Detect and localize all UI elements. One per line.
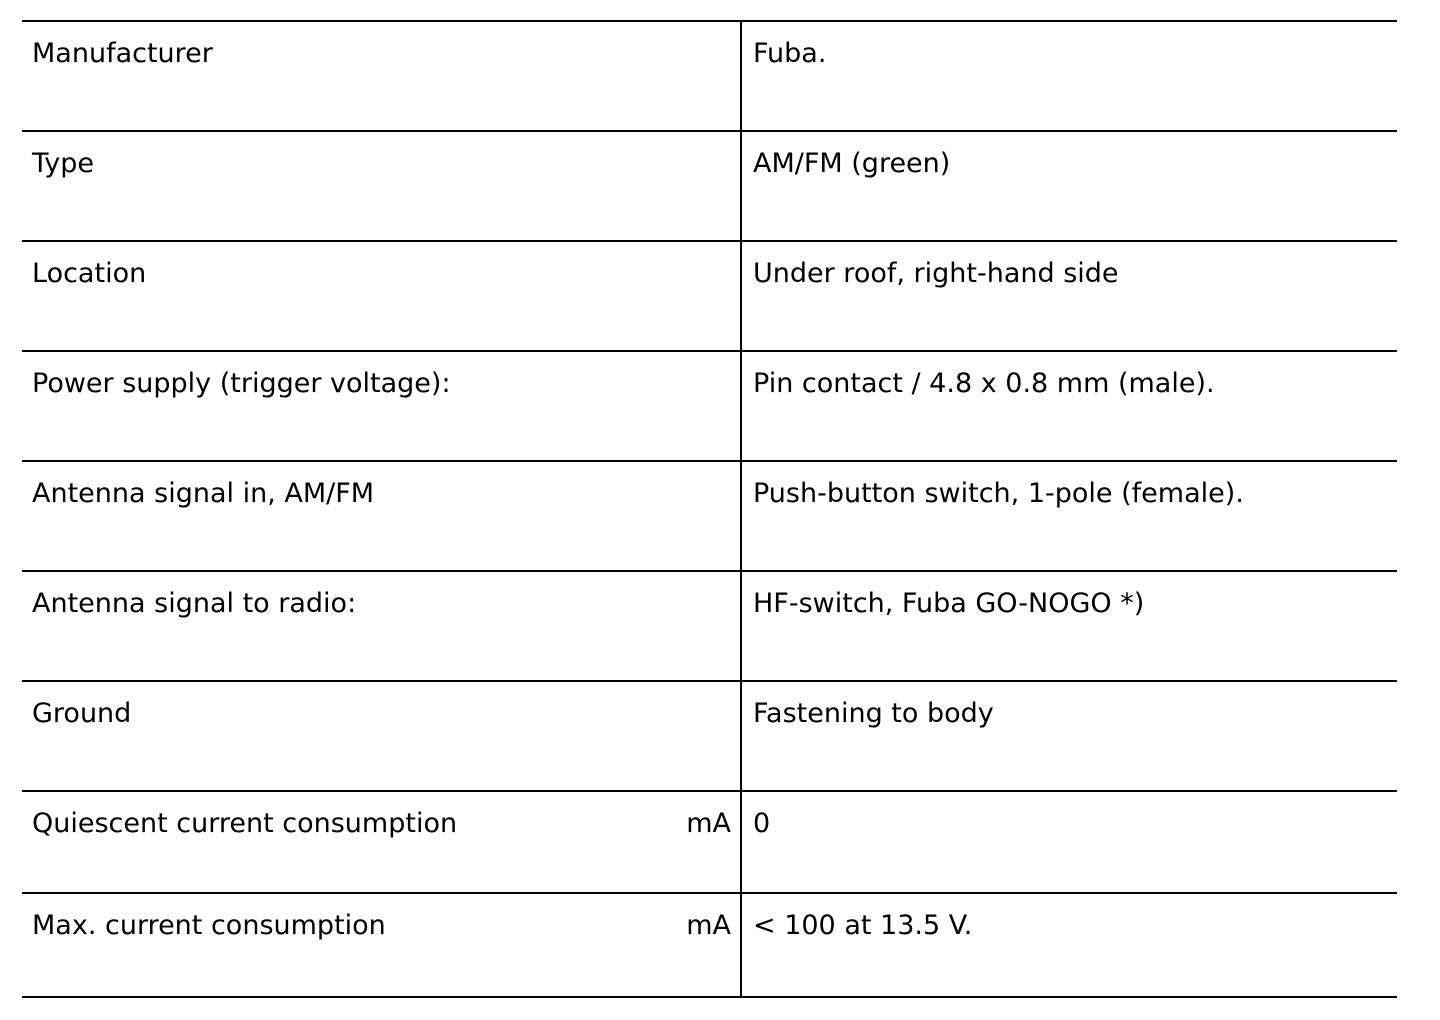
row-value-cell (742, 132, 1397, 240)
table-row-location (22, 242, 1397, 352)
row-unit: mA (686, 910, 731, 941)
row-value: 0 (753, 808, 771, 839)
row-label-cell (22, 792, 742, 892)
row-value-cell (742, 572, 1397, 680)
row-label-cell (22, 682, 742, 790)
row-value: HF-switch, Fuba GO-NOGO *) (753, 588, 1145, 619)
table-row-antenna-signal-to-radio (22, 572, 1397, 682)
row-value-cell (742, 242, 1397, 350)
table-row-power-supply (22, 352, 1397, 462)
table-row-max-current (22, 894, 1397, 998)
row-label-cell (22, 462, 742, 570)
row-value: Push-button switch, 1-pole (female). (753, 478, 1244, 509)
row-label: Max. current consumption (32, 910, 386, 941)
row-value: Fuba. (753, 38, 827, 69)
table-row-manufacturer (22, 22, 1397, 132)
row-label-cell (22, 894, 742, 996)
row-label: Type (32, 148, 95, 179)
row-value-cell (742, 462, 1397, 570)
row-value-cell (742, 792, 1397, 892)
row-label: Antenna signal in, AM/FM (32, 478, 375, 509)
table-row-type (22, 132, 1397, 242)
row-label: Location (32, 258, 147, 289)
row-label: Ground (32, 698, 132, 729)
row-value: Fastening to body (753, 698, 994, 729)
row-label-cell (22, 572, 742, 680)
row-label: Quiescent current consumption (32, 808, 458, 839)
row-unit: mA (686, 808, 731, 839)
row-label-cell (22, 352, 742, 460)
row-value-cell (742, 682, 1397, 790)
row-label: Antenna signal to radio: (32, 588, 357, 619)
row-value-cell (742, 894, 1397, 996)
row-value: AM/FM (green) (753, 148, 951, 179)
row-label-cell (22, 132, 742, 240)
row-label: Power supply (trigger voltage): (32, 368, 451, 399)
row-value-cell (742, 352, 1397, 460)
table-row-quiescent-current (22, 792, 1397, 894)
row-value: Pin contact / 4.8 x 0.8 mm (male). (753, 368, 1215, 399)
row-value-cell (742, 22, 1397, 130)
row-value: < 100 at 13.5 V. (753, 910, 973, 941)
row-label-cell (22, 242, 742, 350)
table-row-antenna-signal-in (22, 462, 1397, 572)
row-label-cell (22, 22, 742, 130)
spec-table (22, 20, 1397, 998)
table-row-ground (22, 682, 1397, 792)
row-label: Manufacturer (32, 38, 213, 69)
row-value: Under roof, right-hand side (753, 258, 1119, 289)
